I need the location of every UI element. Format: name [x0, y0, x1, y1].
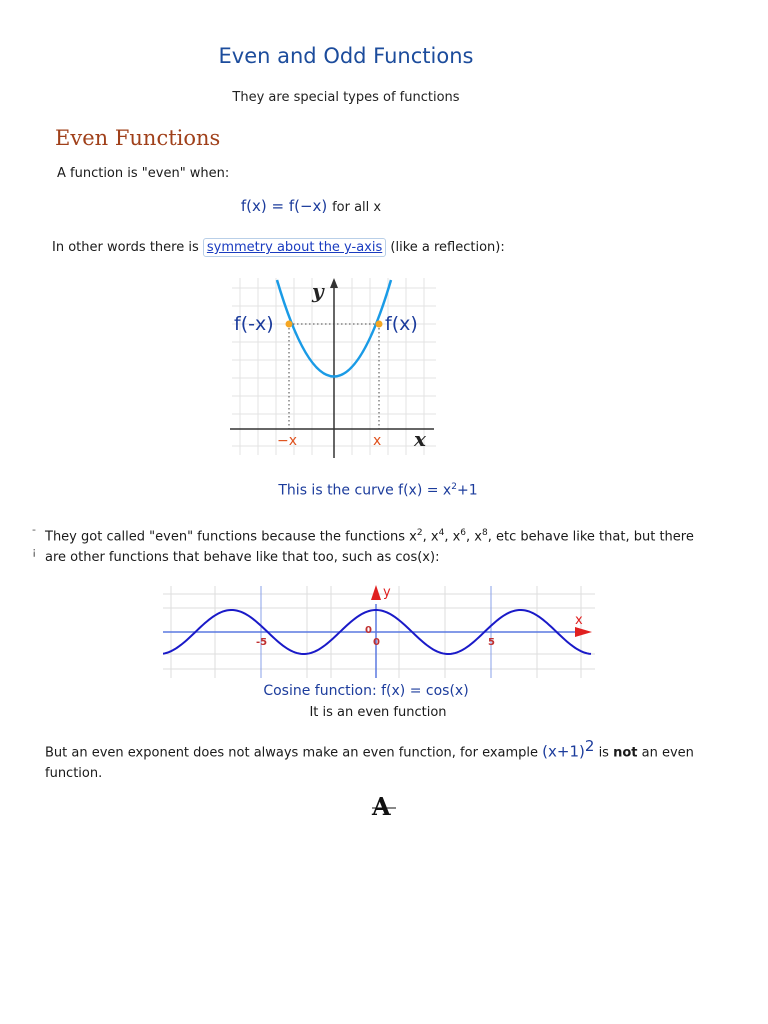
- text: is: [598, 745, 609, 761]
- sentence-prefix: In other words there is: [52, 240, 199, 255]
- exponent: 2: [584, 737, 595, 755]
- text: But an even exponent does not always make an even function, for example: [45, 745, 539, 761]
- parabola-caption: [0, 482, 756, 499]
- formula-suffix: for all x: [332, 200, 382, 215]
- exponent: 8: [481, 528, 488, 538]
- cosine-x-label: x: [575, 613, 583, 628]
- formula: f(x) = f(−x): [240, 197, 328, 215]
- svg-text:A: A: [372, 792, 391, 820]
- text: They got called "even" functions because the functions x: [45, 529, 417, 545]
- exponent-note: [45, 736, 745, 784]
- cosine-caption: Cosine function: f(x) = cos(x): [263, 683, 469, 699]
- x-axis-label: x: [414, 427, 426, 451]
- intro-text: A function is "even" when:: [57, 166, 230, 181]
- text: , etc behave like that, but there: [487, 529, 694, 545]
- cosine-y-arrow: [371, 585, 381, 600]
- definition-formula: [0, 197, 622, 215]
- section-heading: Even Functions: [55, 126, 221, 150]
- cosine-x-arrow: [575, 627, 592, 637]
- caption-tail: +1: [456, 482, 478, 499]
- cosine-tick-0: 0: [373, 637, 380, 648]
- cosine-y-label: y: [383, 585, 391, 600]
- stray-mark: ¡: [32, 545, 37, 558]
- neg-x-tick: −x: [277, 433, 298, 449]
- y-axis-arrow: [330, 278, 338, 288]
- text: are other functions that behave like that too, such as cos(x):: [45, 550, 440, 566]
- symmetry-link[interactable]: symmetry about the y-axis: [203, 238, 386, 257]
- text: , x: [466, 529, 482, 545]
- y-axis-label: y: [312, 279, 324, 303]
- page-title: Even and Odd Functions: [218, 44, 474, 68]
- exponent: 4: [438, 528, 445, 538]
- caption-text: This is the curve f(x) = x: [278, 482, 452, 499]
- exponent: 2: [416, 528, 423, 538]
- page-subtitle: They are special types of functions: [232, 90, 460, 105]
- even-explanation: [45, 523, 745, 568]
- cosine-tick-neg5: -5: [256, 637, 268, 648]
- left-point: [286, 321, 293, 328]
- emphasis: not: [613, 745, 638, 761]
- sentence-suffix: (like a reflection):: [390, 240, 505, 255]
- text: , x: [422, 529, 439, 545]
- footer-logo: [370, 792, 398, 820]
- caption-exponent: 2: [451, 482, 457, 492]
- stray-mark: -: [32, 523, 36, 536]
- cosine-tick-5: 5: [488, 637, 495, 648]
- parabola-graph: [228, 270, 440, 460]
- text: an even: [641, 745, 694, 761]
- left-point-label: f(-x): [234, 313, 274, 335]
- cosine-graph: [163, 584, 595, 680]
- right-point: [376, 321, 383, 328]
- symmetry-sentence: [52, 240, 505, 255]
- exponent: 6: [460, 528, 467, 538]
- right-point-label: f(x): [385, 313, 418, 335]
- cosine-subcaption: It is an even function: [309, 705, 447, 720]
- pos-x-tick: x: [373, 433, 382, 449]
- cosine-origin: 0: [365, 625, 372, 636]
- expression: (x+1): [542, 742, 585, 761]
- text: , x: [444, 529, 461, 545]
- text: function.: [45, 766, 103, 782]
